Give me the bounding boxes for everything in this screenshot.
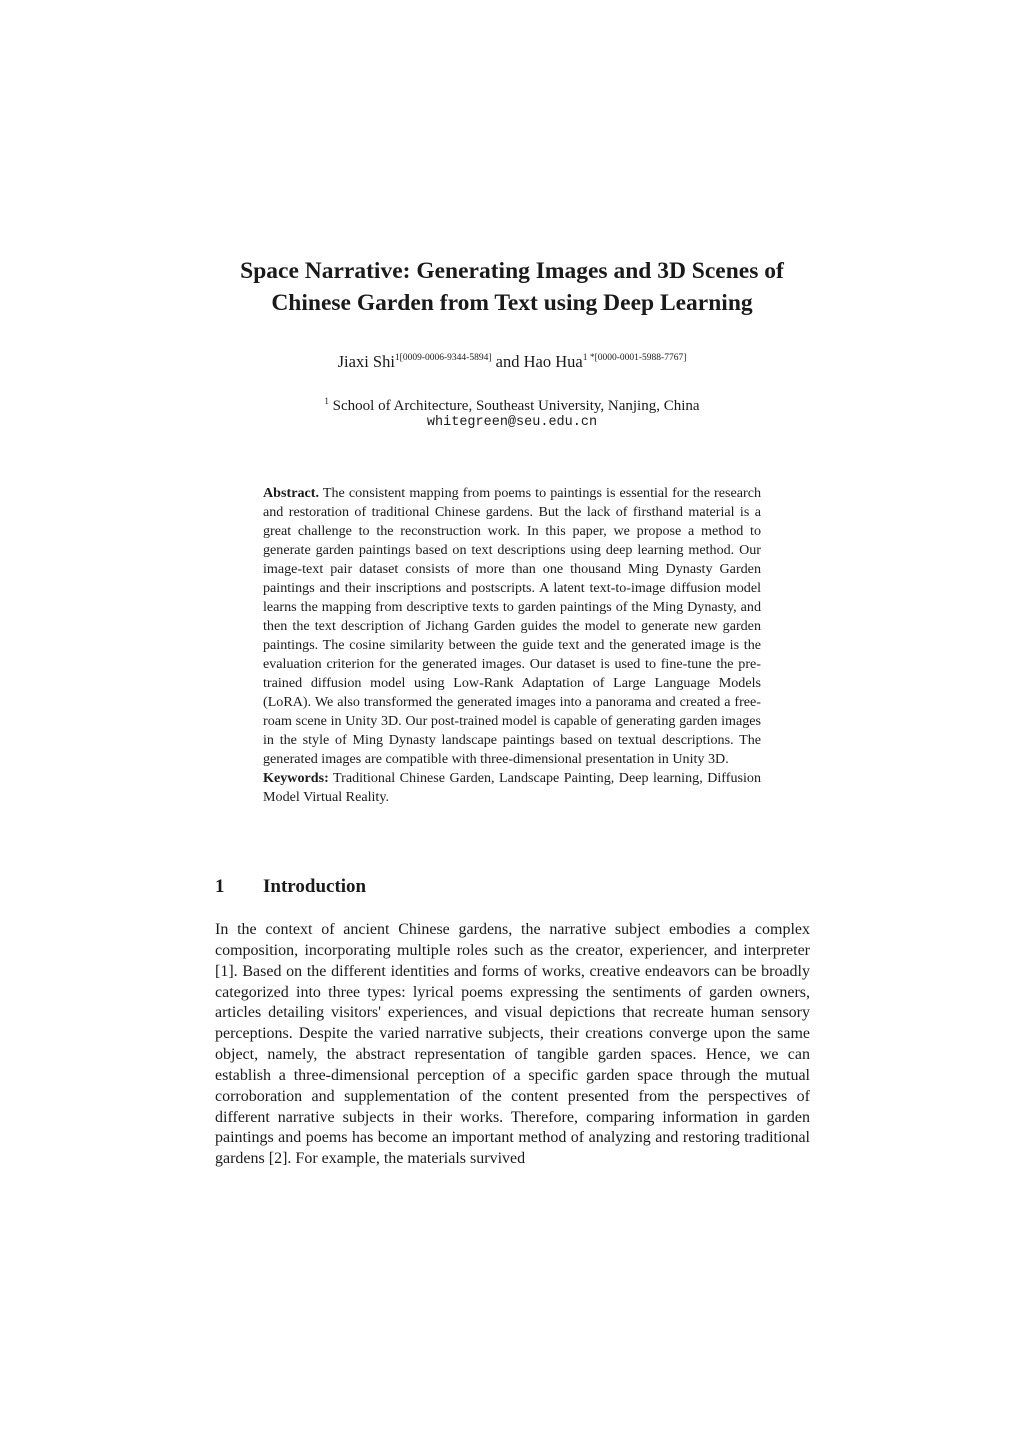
affiliation-marker: 1: [324, 396, 329, 406]
affiliation-text: School of Architecture, Southeast University, Nanjing, China: [328, 398, 700, 414]
paper-title: [150, 255, 874, 319]
author-2-orcid: 1 *[0000-0001-5988-7767]: [582, 353, 687, 363]
author-1-name: Jiaxi Shi: [337, 352, 395, 371]
section-title: Introduction: [263, 876, 367, 897]
keywords-paragraph: [263, 769, 761, 807]
abstract-block: [263, 484, 761, 807]
abstract-paragraph: [263, 484, 761, 769]
section-number: 1: [215, 876, 225, 897]
section-heading-introduction: [215, 876, 366, 898]
author-connector: and: [491, 352, 524, 371]
title-line-2: Chinese Garden from Text using Deep Learning: [271, 290, 753, 316]
affiliation: [0, 396, 1024, 415]
introduction-paragraph: In the context of ancient Chinese gardens, the narrative subject embodies a complex composition, incorporating multiple roles such as the creator, experiencer, and interpreter [1]. Based on the different identities and forms of works, creative endeavors can be broadly categorized into three types: lyrical poems expressing the sentiments of garden owners, articles detailing visitors' experiences, and visual depictions that recreate human sensory perceptions. Despite the varied narrative subjects, their creations converge upon the same object, namely, the abstract representation of tangible garden spaces. Hence, we can establish a three-dimensional perception of a specific garden space through the mutual corroboration and supplementation of the content presented from the perspectives of different narrative subjects in their works. Therefore, comparing information in garden paintings and poems has become an important method of analyzing and restoring traditional gardens [2]. For example, the materials survived: [215, 921, 810, 1168]
title-line-1: Space Narrative: Generating Images and 3D Scenes of: [240, 258, 784, 284]
abstract-text: The consistent mapping from poems to paintings is essential for the research and restoration of traditional Chinese gardens. But the lack of firsthand material is a great challenge to the reconstruction work. In this paper, we propose a method to generate garden paintings based on text descriptions using deep learning method. Our image-text pair dataset consists of more than one thousand Ming Dynasty Garden paintings and their inscriptions and postscripts. A latent text-to-image diffusion model learns the mapping from descriptive texts to garden paintings of the Ming Dynasty, and then the text description of Jichang Garden guides the model to generate new garden paintings. The cosine similarity between the guide text and the generated image is the evaluation criterion for the generated images. Our dataset is used to fine-tune the pre-trained diffusion model using Low-Rank Adaptation of Large Language Models (LoRA). We also transformed the generated images into a panorama and created a free-roam scene in Unity 3D. Our post-trained model is capable of generating garden images in the style of Ming Dynasty landscape paintings based on textual descriptions. The generated images are compatible with three-dimensional presentation in Unity 3D.: [263, 485, 761, 767]
author-2-name: Hao Hua: [523, 352, 583, 371]
keywords-text: Traditional Chinese Garden, Landscape Painting, Deep learning, Diffusion Model Virtual Reality.: [263, 770, 761, 805]
author-list: [0, 352, 1024, 372]
author-email[interactable]: whitegreen@seu.edu.cn: [426, 415, 598, 430]
abstract-label: Abstract.: [263, 485, 319, 501]
keywords-label: Keywords:: [263, 770, 329, 786]
author-1-orcid: 1[0009-0006-9344-5894]: [394, 353, 492, 363]
